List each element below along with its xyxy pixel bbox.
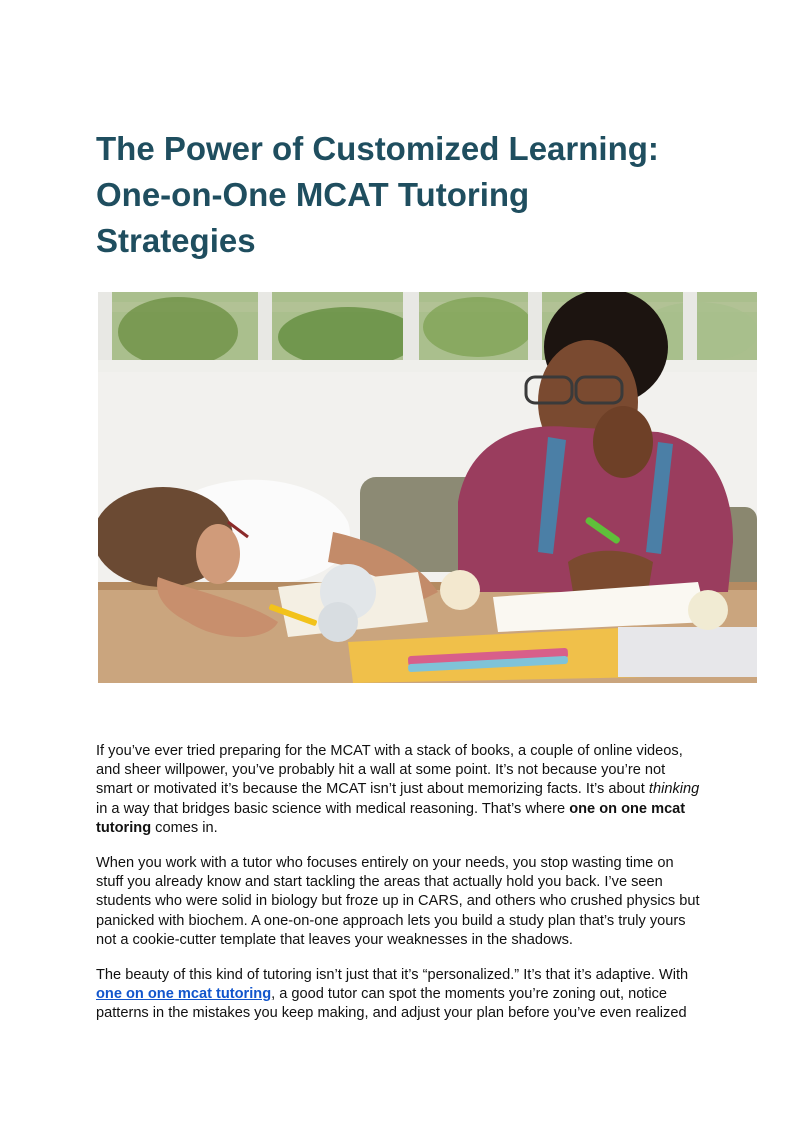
title-line-2: One-on-One MCAT Tutoring: [96, 176, 530, 213]
paragraph-1-text-a: If you’ve ever tried preparing for the MCAT with a stack of books, a couple of online videos, and sheer willpower, you’ve probably hit a wall at some point. It’s not because you’re not smart or motivated it’s because the MCAT isn’t just about memorizing facts. It’s about: [96, 743, 683, 798]
paragraph-3-text-b: , a good tutor can spot the moments you’re zoning out, notice patterns in the mistakes you keep making, and adjust your plan before you’ve even realized: [96, 986, 687, 1022]
paragraph-3: [96, 966, 700, 1024]
article-title: [96, 126, 736, 264]
title-line-3: Strategies: [96, 222, 256, 259]
article-body: [96, 742, 700, 1040]
tutoring-link[interactable]: one on one mcat tutoring: [96, 986, 272, 1003]
title-line-1: The Power of Customized Learning:: [96, 130, 659, 167]
article-photo: [98, 292, 757, 683]
paragraph-3-text-a: The beauty of this kind of tutoring isn’t just that it’s “personalized.” It’s that it’s adaptive. With: [96, 967, 689, 984]
paragraph-1: [96, 742, 700, 838]
paragraph-1-bold: one on one mcat tutoring: [96, 800, 686, 836]
paragraph-2: When you work with a tutor who focuses entirely on your needs, you stop wasting time on stuff you already know and start tackling the areas that actually hold you back. I’ve seen students who were solid in biology but froze up in CARS, and others who crushed physics but panicked with biochem. A one-on-one approach lets you build a study plan that’s truly yours not a cookie-cutter template that leaves your weaknesses in the shadows.: [96, 855, 700, 948]
paragraph-1-italic: thinking: [648, 781, 700, 798]
paragraph-1-text-b: in a way that bridges basic science with medical reasoning. That’s where: [96, 800, 570, 817]
paragraph-1-text-c: comes in.: [151, 819, 218, 836]
